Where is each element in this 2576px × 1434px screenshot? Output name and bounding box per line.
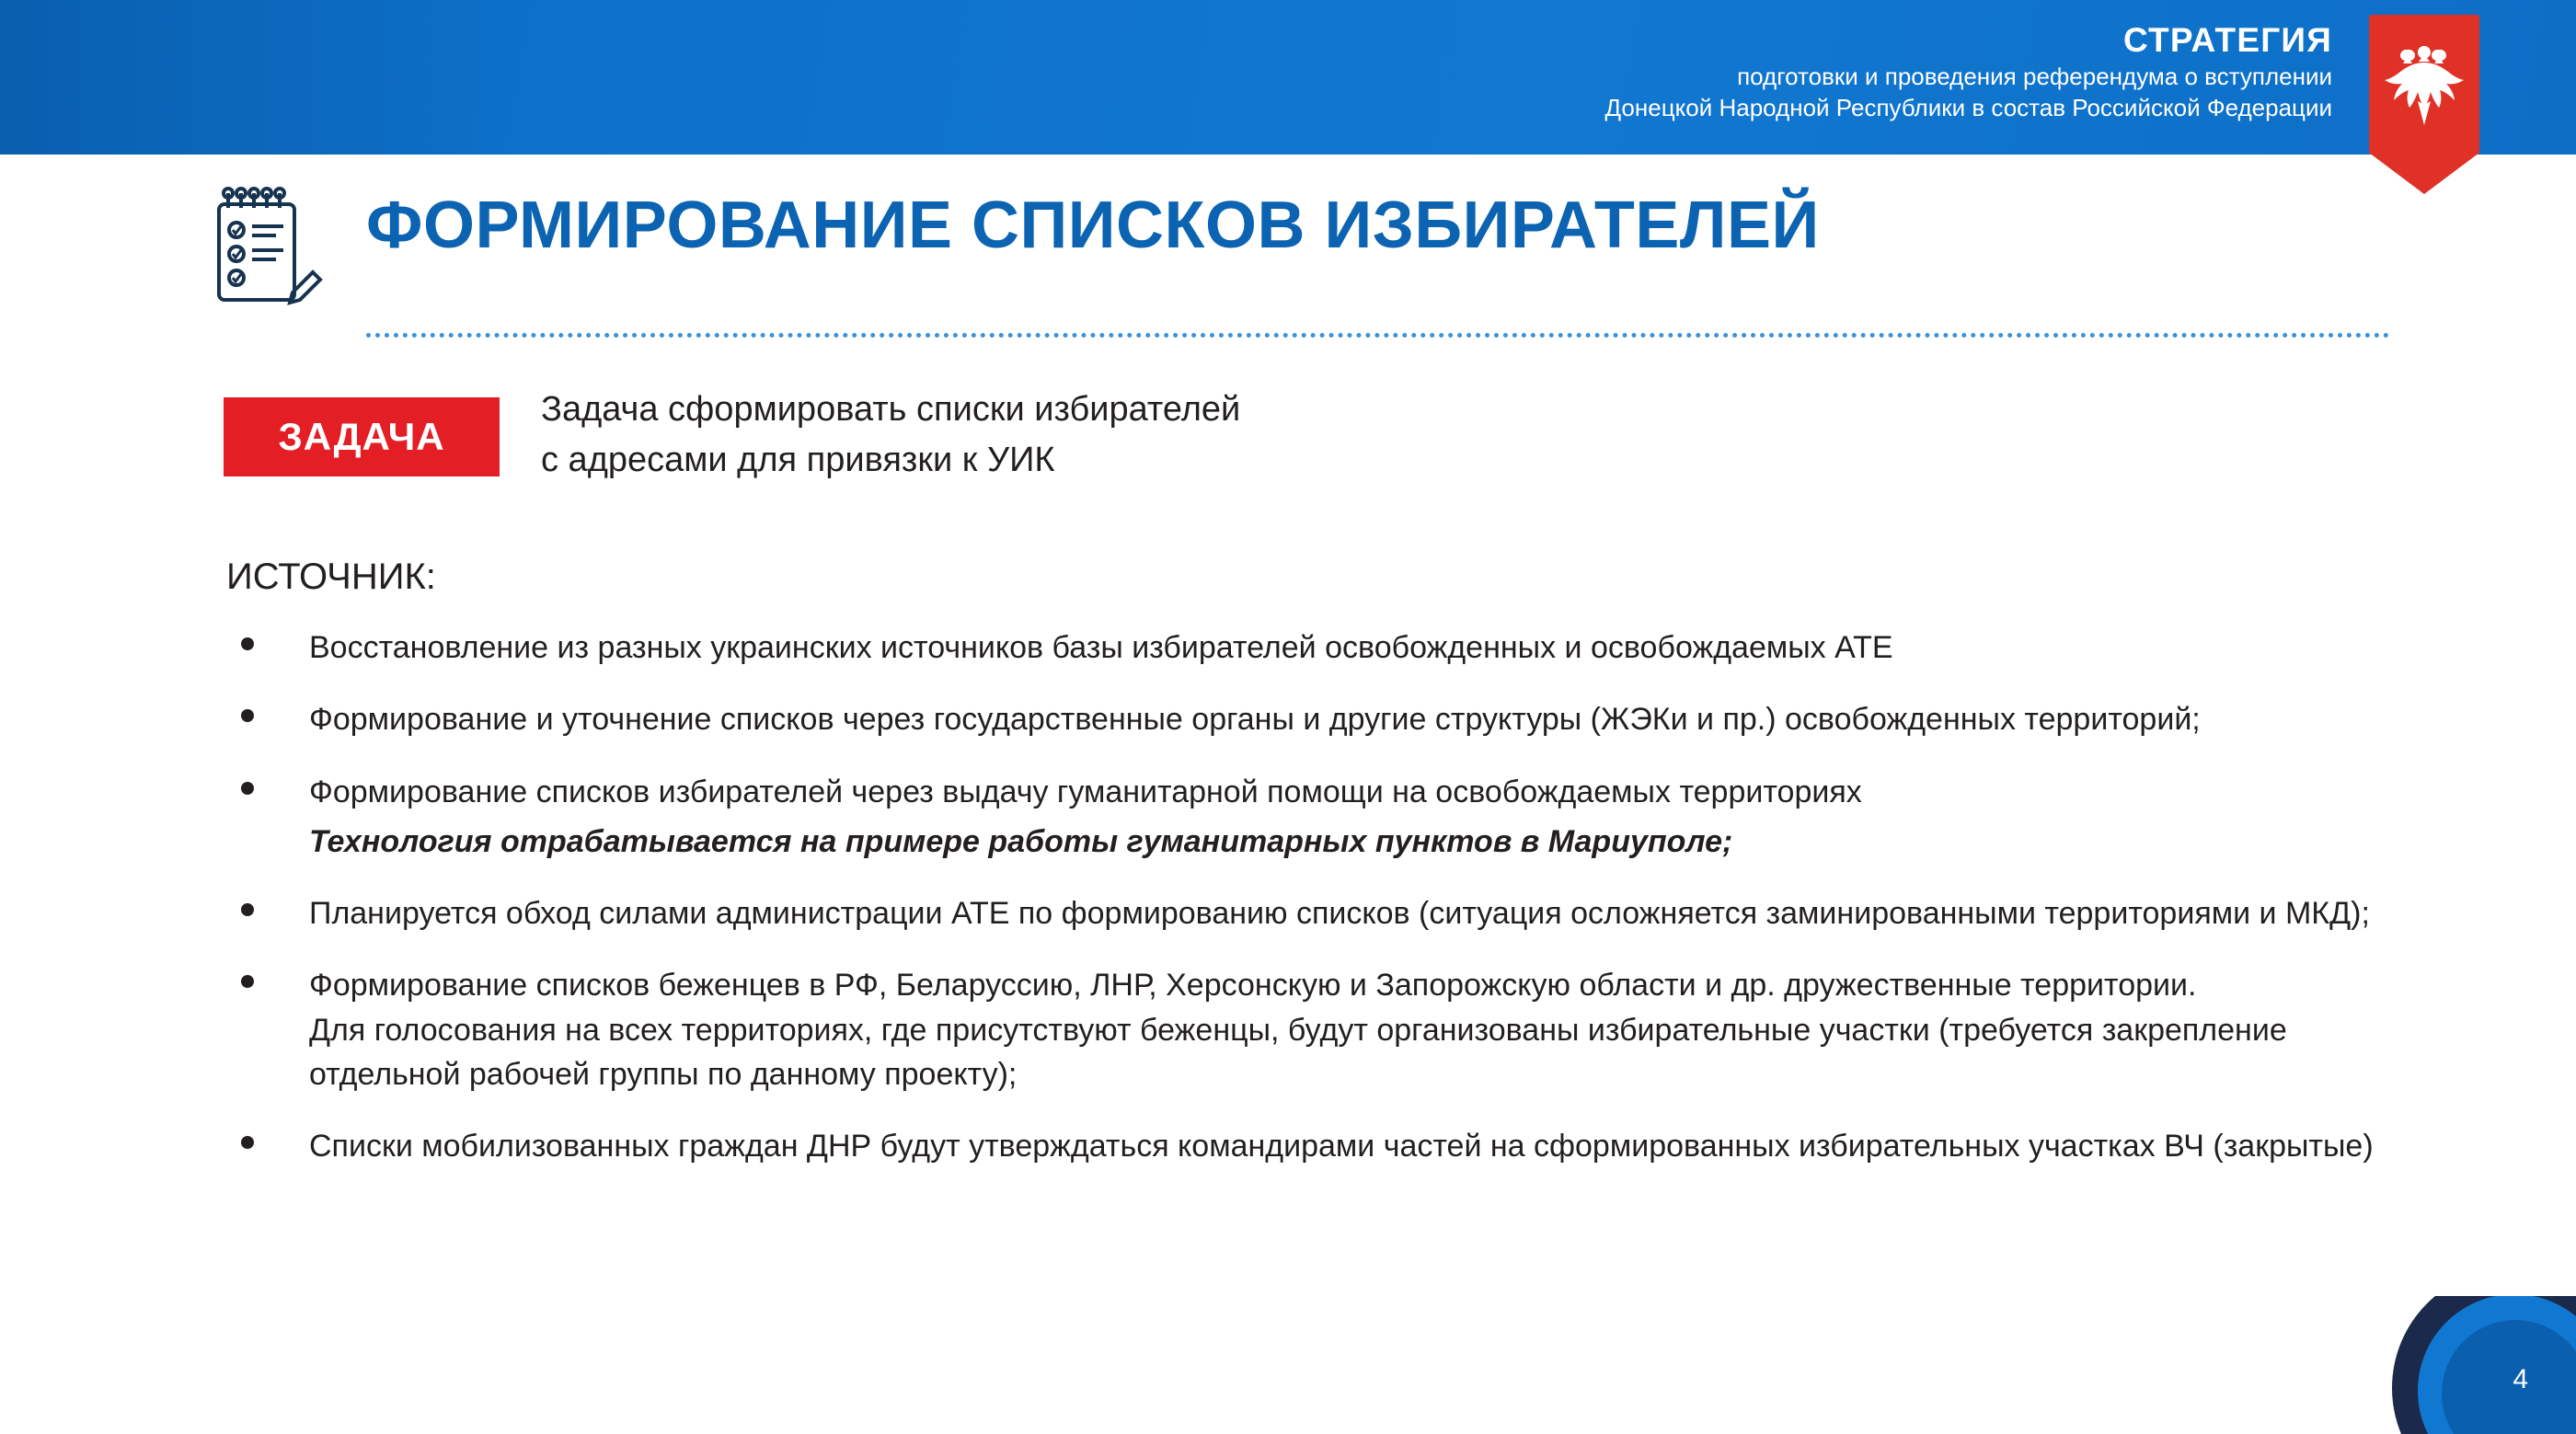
list-item-text: Формирование списков беженцев в РФ, Беларуссию, ЛНР, Херсонскую и Запорожскую области и др. дружественные территории. [309,968,2197,1004]
source-label: ИСТОЧНИК: [226,556,436,597]
bullet-dot-icon [241,975,254,988]
corner-decoration [2383,1296,2576,1434]
list-item-text: Формирование и уточнение списков через государственные органы и другие структуры (ЖЭКи и пр.) освобожденных территорий; [309,702,2201,738]
dnr-coat-of-arms-icon [2369,15,2479,194]
list-item [226,891,2434,935]
task-description-line-1: Задача сформировать списки избирателей [541,390,1241,429]
list-item-text: Восстановление из разных украинских источников базы избирателей освобожденных и освобождаемых АТЕ [309,630,1893,665]
header-text-block [1605,18,2332,123]
list-item [226,770,2434,865]
header-subtitle-line-1: подготовки и проведения референдума о вступлении [1737,63,2332,91]
page-number: 4 [2513,1364,2528,1394]
list-item-text: Планируется обход силами администрации АТЕ по формированию списков (ситуация осложняется заминированными территориями и МКД); [309,896,2370,932]
list-item-text: Формирование списков избирателей через выдачу гуманитарной помощи на освобождаемых территориях [309,774,1862,809]
list-item [226,625,2434,670]
task-description [541,384,1240,486]
slide-title-row [0,175,2576,313]
list-item-secondary-text: Для голосования на всех территориях, где присутствуют беженцы, будут организованы избирательные участки (требуется закрепление отдельной рабочей группы по данному проекту); [309,1012,2287,1092]
header-accent-left [0,0,478,155]
title-divider [366,333,2390,338]
list-item-text: Списки мобилизованных граждан ДНР будут утверждаться командирами частей на сформированных избирательных участках ВЧ (закрытые) [309,1129,2374,1164]
bullet-dot-icon [241,782,254,795]
header-title: СТРАТЕГИЯ [2123,21,2332,59]
page-title: ФОРМИРОВАНИЕ СПИСКОВ ИЗБИРАТЕЛЕЙ [366,189,1820,262]
task-description-line-2: с адресами для привязки к УИК [541,441,1055,480]
bullet-dot-icon [241,1136,254,1149]
task-badge: ЗАДАЧА [224,397,500,476]
slide-header-band [0,0,2576,155]
header-subtitle-line-2: Донецкой Народной Республики в состав Российской Федерации [1604,93,2332,121]
double-headed-eagle-icon [2385,35,2464,136]
source-bullet-list [226,625,2434,1196]
list-item [226,1124,2434,1168]
list-item [226,963,2434,1096]
bullet-dot-icon [241,709,254,722]
bullet-dot-icon [241,903,254,916]
bullet-dot-icon [241,637,254,650]
list-item [226,697,2434,741]
list-item-emphasis: Технология отрабатывается на примере работы гуманитарных пунктов в Мариуполе; [309,823,1733,859]
checklist-clipboard-icon [204,184,324,313]
